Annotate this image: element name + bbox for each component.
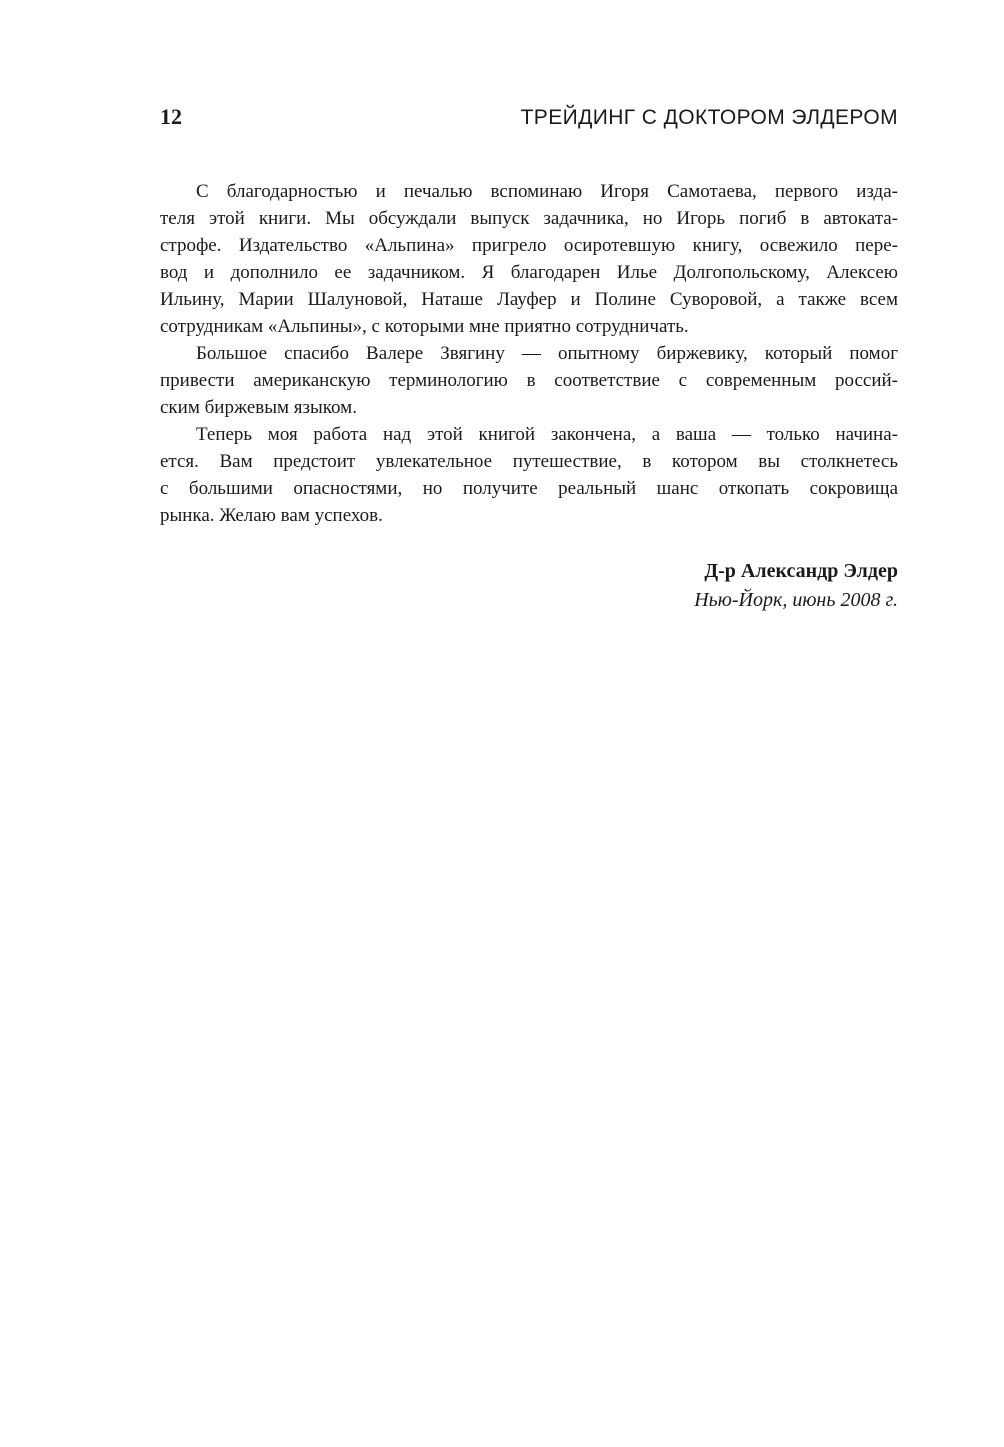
text-line: ским биржевым языком. <box>160 397 357 418</box>
text-line: теля этой книги. Мы обсуждали выпуск задачника, но Игорь погиб в автоката- <box>160 208 898 229</box>
text-line: вод и дополнило ее задачником. Я благодарен Илье Долгопольскому, Алексею <box>160 262 898 283</box>
text-line: привести американскую терминологию в соответствие с современным россий- <box>160 370 898 391</box>
text-line: строфе. Издательство «Альпина» пригрело осиротевшую книгу, освежило пере- <box>160 235 898 256</box>
text-line: сотрудникам «Альпины», с которыми мне приятно сотрудничать. <box>160 316 689 337</box>
page-number: 12 <box>160 104 182 129</box>
text-line: ется. Вам предстоит увлекательное путешествие, в котором вы столкнетесь <box>160 451 898 472</box>
paragraph-closing <box>160 421 898 529</box>
text-line: Ильину, Марии Шалуновой, Наташе Лауфер и Полине Суворовой, а также всем <box>160 289 898 310</box>
paragraph-thanks <box>160 340 898 421</box>
text-line: Теперь моя работа над этой книгой закончена, а ваша — только начина- <box>196 424 898 445</box>
text-line: Большое спасибо Валере Звягину — опытному биржевику, который помог <box>196 343 898 364</box>
paragraph-gratitude <box>160 178 898 340</box>
running-head <box>160 104 898 134</box>
text-line: рынка. Желаю вам успехов. <box>160 505 383 526</box>
signature <box>694 557 898 615</box>
text-line: с большими опасностями, но получите реальный шанс откопать сокровища <box>160 478 898 499</box>
text-line: С благодарностью и печалью вспоминаю Игоря Самотаева, первого изда- <box>196 181 898 202</box>
signature-place-date: Нью-Йорк, июнь 2008 г. <box>694 589 898 611</box>
signature-name: Д-р Александр Элдер <box>704 560 898 582</box>
body-text <box>160 178 898 529</box>
book-title: ТРЕЙДИНГ С ДОКТОРОМ ЭЛДЕРОМ <box>520 106 898 129</box>
